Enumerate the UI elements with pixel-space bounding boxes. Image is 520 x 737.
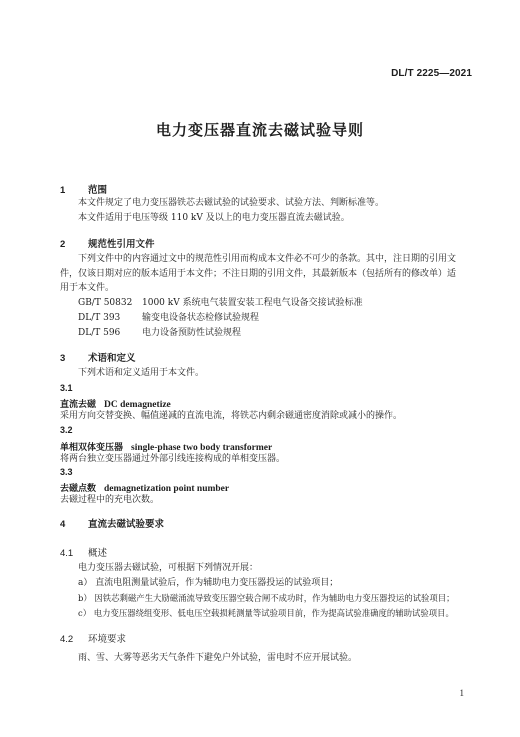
reference-item: [78, 296, 363, 311]
term-cn: 去磁点数: [60, 484, 97, 494]
document-title: 电力变压器直流去磁试验导则: [155, 121, 364, 139]
section-number: 1: [60, 185, 66, 196]
reference-item: [78, 326, 241, 341]
term-number: 3.1: [60, 383, 73, 393]
section-title: 直流去磁试验要求: [88, 519, 165, 530]
section-number: 4: [60, 519, 66, 530]
term-cn: 单相双体变压器: [60, 443, 124, 453]
subsection-number: 4.1: [60, 548, 74, 559]
term-definition: 去磁过程中的充电次数。: [60, 495, 160, 505]
paragraph: 本文件适用于电压等级 110 kV 及以上的电力变压器直流去磁试验。: [78, 213, 350, 223]
paragraph: 电力变压器去磁试验，可根据下列情况开展：: [78, 563, 259, 573]
standard-number: DL/T 2225—2021: [391, 68, 472, 79]
section-number: 2: [60, 239, 66, 250]
term-definition: 将两台独立变压器通过外部引线连接构成的单相变压器。: [60, 454, 286, 464]
term-en: single-phase two body transformer: [131, 443, 273, 453]
list-item: b） 因铁芯剩磁产生大励磁涌流导致变压器空载合闸不成功时，作为辅助电力变压器投运的试验项目；: [78, 593, 455, 603]
subsection-4-2-heading: [60, 631, 126, 645]
subsection-number: 4.2: [60, 634, 74, 645]
section-title: 规范性引用文件: [88, 239, 155, 250]
reference-code: GB/T 50832: [78, 298, 133, 308]
reference-name: 输变电设备状态检修试验规程: [142, 313, 260, 323]
reference-name: 1000 kV 系统电气装置安装工程电气设备交接试验标准: [142, 298, 363, 308]
term-number: 3.2: [60, 425, 73, 435]
reference-code: DL/T 596: [78, 328, 121, 338]
section-title: 术语和定义: [88, 353, 136, 364]
section-4-heading: [60, 516, 164, 530]
subsection-title: 环境要求: [88, 634, 127, 645]
term-number: 3.3: [60, 467, 73, 477]
term-en: DC demagnetize: [104, 400, 171, 410]
term-definition: 采用方向交替变换、幅值递减的直流电流，将铁芯内剩余磁通密度消除或减小的操作。: [60, 411, 403, 421]
term-en: demagnetization point number: [104, 484, 230, 494]
paragraph: 下列文件中的内容通过文中的规范性引用而构成本文件必不可少的条款。其中，注日期的引用文件，仅该日期对应的版本适用于本文件；不注日期的引用文件，其最新版本（包括所有的修改单）适用于本文件。: [60, 254, 457, 293]
page-number: 1: [459, 688, 464, 698]
paragraph: 下列术语和定义适用于本文件。: [78, 368, 205, 378]
section-number: 3: [60, 353, 66, 364]
paragraph: 雨、雪、大雾等恶劣天气条件下避免户外试验，雷电时不应开展试验。: [78, 653, 358, 663]
list-item: c） 电力变压器绕组变形、低电压空载损耗测量等试验项目前，作为提高试验准确度的辅助试验项目。: [78, 608, 454, 618]
list-item: a） 直流电阻测量试验后，作为辅助电力变压器投运的试验项目；: [78, 578, 339, 588]
section-1-heading: [60, 182, 107, 196]
reference-name: 电力设备预防性试验规程: [142, 328, 242, 338]
reference-code: DL/T 393: [78, 313, 121, 323]
section-3-heading: [60, 350, 136, 364]
subsection-4-1-heading: [60, 545, 107, 559]
section-2-heading: [60, 236, 155, 250]
section-title: 范围: [88, 185, 108, 196]
paragraph: 本文件规定了电力变压器铁芯去磁试验的试验要求、试验方法、判断标准等。: [78, 198, 385, 208]
reference-item: [78, 311, 259, 326]
subsection-title: 概述: [88, 548, 108, 559]
term-cn: 直流去磁: [60, 400, 97, 410]
